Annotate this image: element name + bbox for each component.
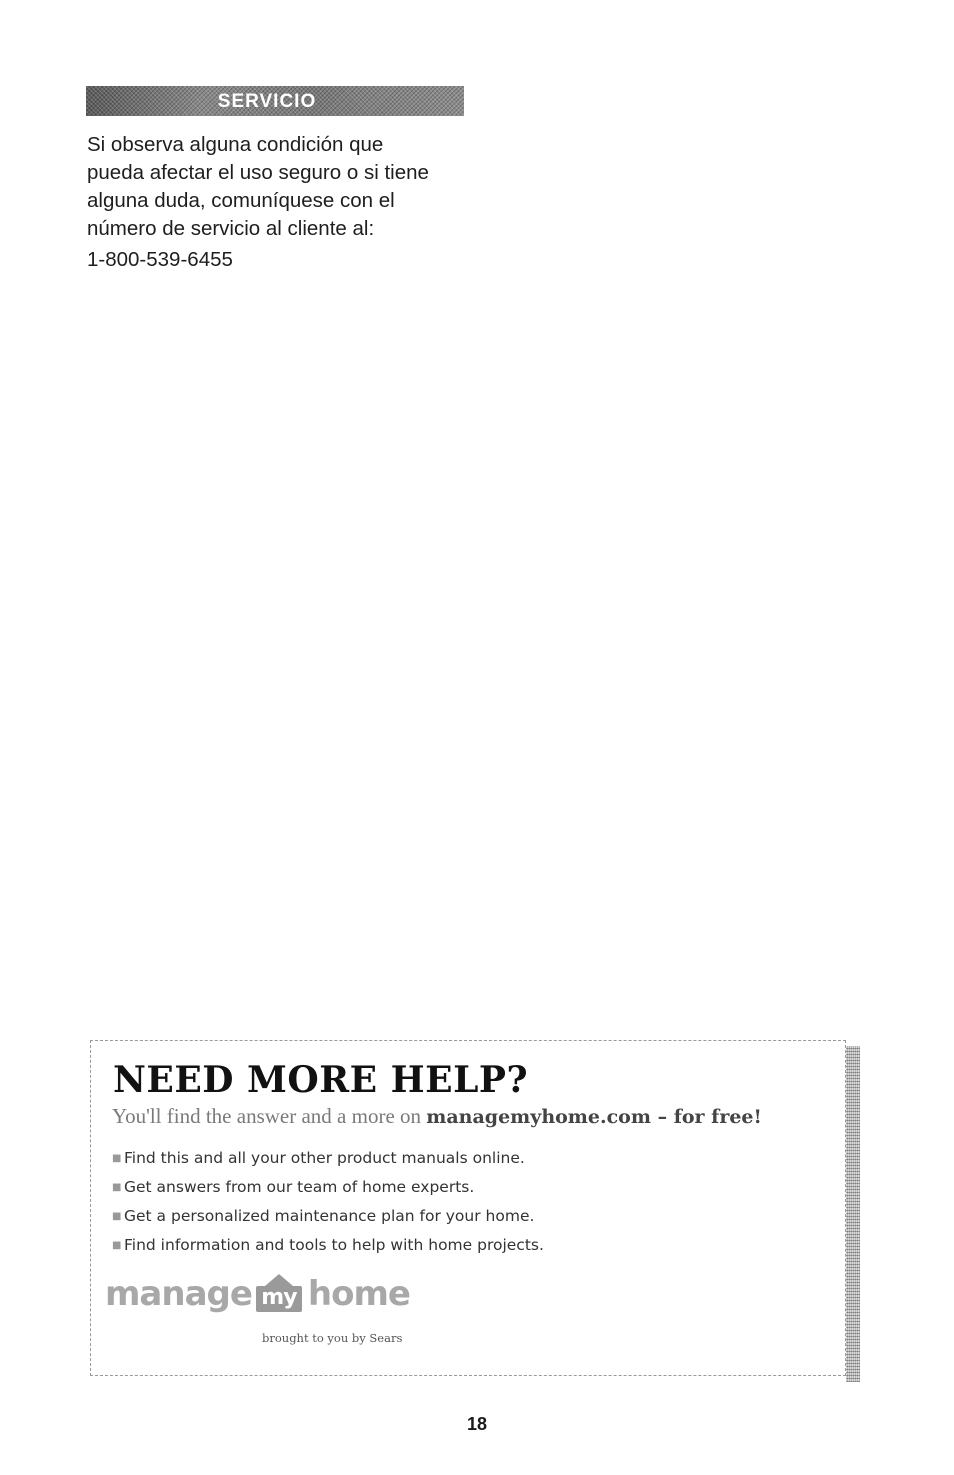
help-bullet-list — [112, 1144, 544, 1260]
help-website-link[interactable]: managemyhome.com – for free! — [426, 1106, 762, 1128]
logo-badge-my: my — [261, 1285, 297, 1310]
service-phone-number: 1-800-539-6455 — [87, 248, 233, 271]
bullet-icon: ■ — [112, 1182, 122, 1193]
service-paragraph — [87, 131, 477, 243]
bullet-text: Find this and all your other product manuals online. — [124, 1149, 525, 1167]
section-header-servicio — [86, 86, 464, 116]
logo-word-manage: manage — [105, 1274, 252, 1314]
logo-word-home: home — [307, 1274, 410, 1314]
service-line: alguna duda, comuníquese con el — [87, 189, 395, 212]
bullet-icon: ■ — [112, 1240, 122, 1251]
help-subtitle-text: You'll find the answer and a more on — [112, 1104, 427, 1128]
service-line: número de servicio al cliente al: — [87, 217, 375, 240]
bullet-text: Get answers from our team of home experts. — [124, 1178, 475, 1196]
bullet-text: Find information and tools to help with home projects. — [124, 1236, 544, 1254]
service-line: pueda afectar el uso seguro o si tiene — [87, 161, 429, 184]
list-item — [112, 1144, 544, 1173]
managemyhome-logo — [105, 1272, 410, 1324]
bullet-icon: ■ — [112, 1153, 122, 1164]
bullet-icon: ■ — [112, 1211, 122, 1222]
house-badge-icon — [254, 1274, 306, 1314]
service-line: Si observa alguna condición que — [87, 133, 384, 156]
section-header-label: SERVICIO — [217, 91, 317, 112]
help-title: NEED MORE HELP? — [113, 1059, 529, 1101]
page-number: 18 — [466, 1414, 488, 1434]
bullet-text: Get a personalized maintenance plan for your home. — [124, 1207, 535, 1225]
list-item — [112, 1202, 544, 1231]
list-item — [112, 1231, 544, 1260]
list-item — [112, 1173, 544, 1202]
help-subtitle — [112, 1102, 762, 1131]
logo-tagline: brought to you by Sears — [262, 1331, 403, 1345]
help-box-shadow — [846, 1046, 860, 1382]
